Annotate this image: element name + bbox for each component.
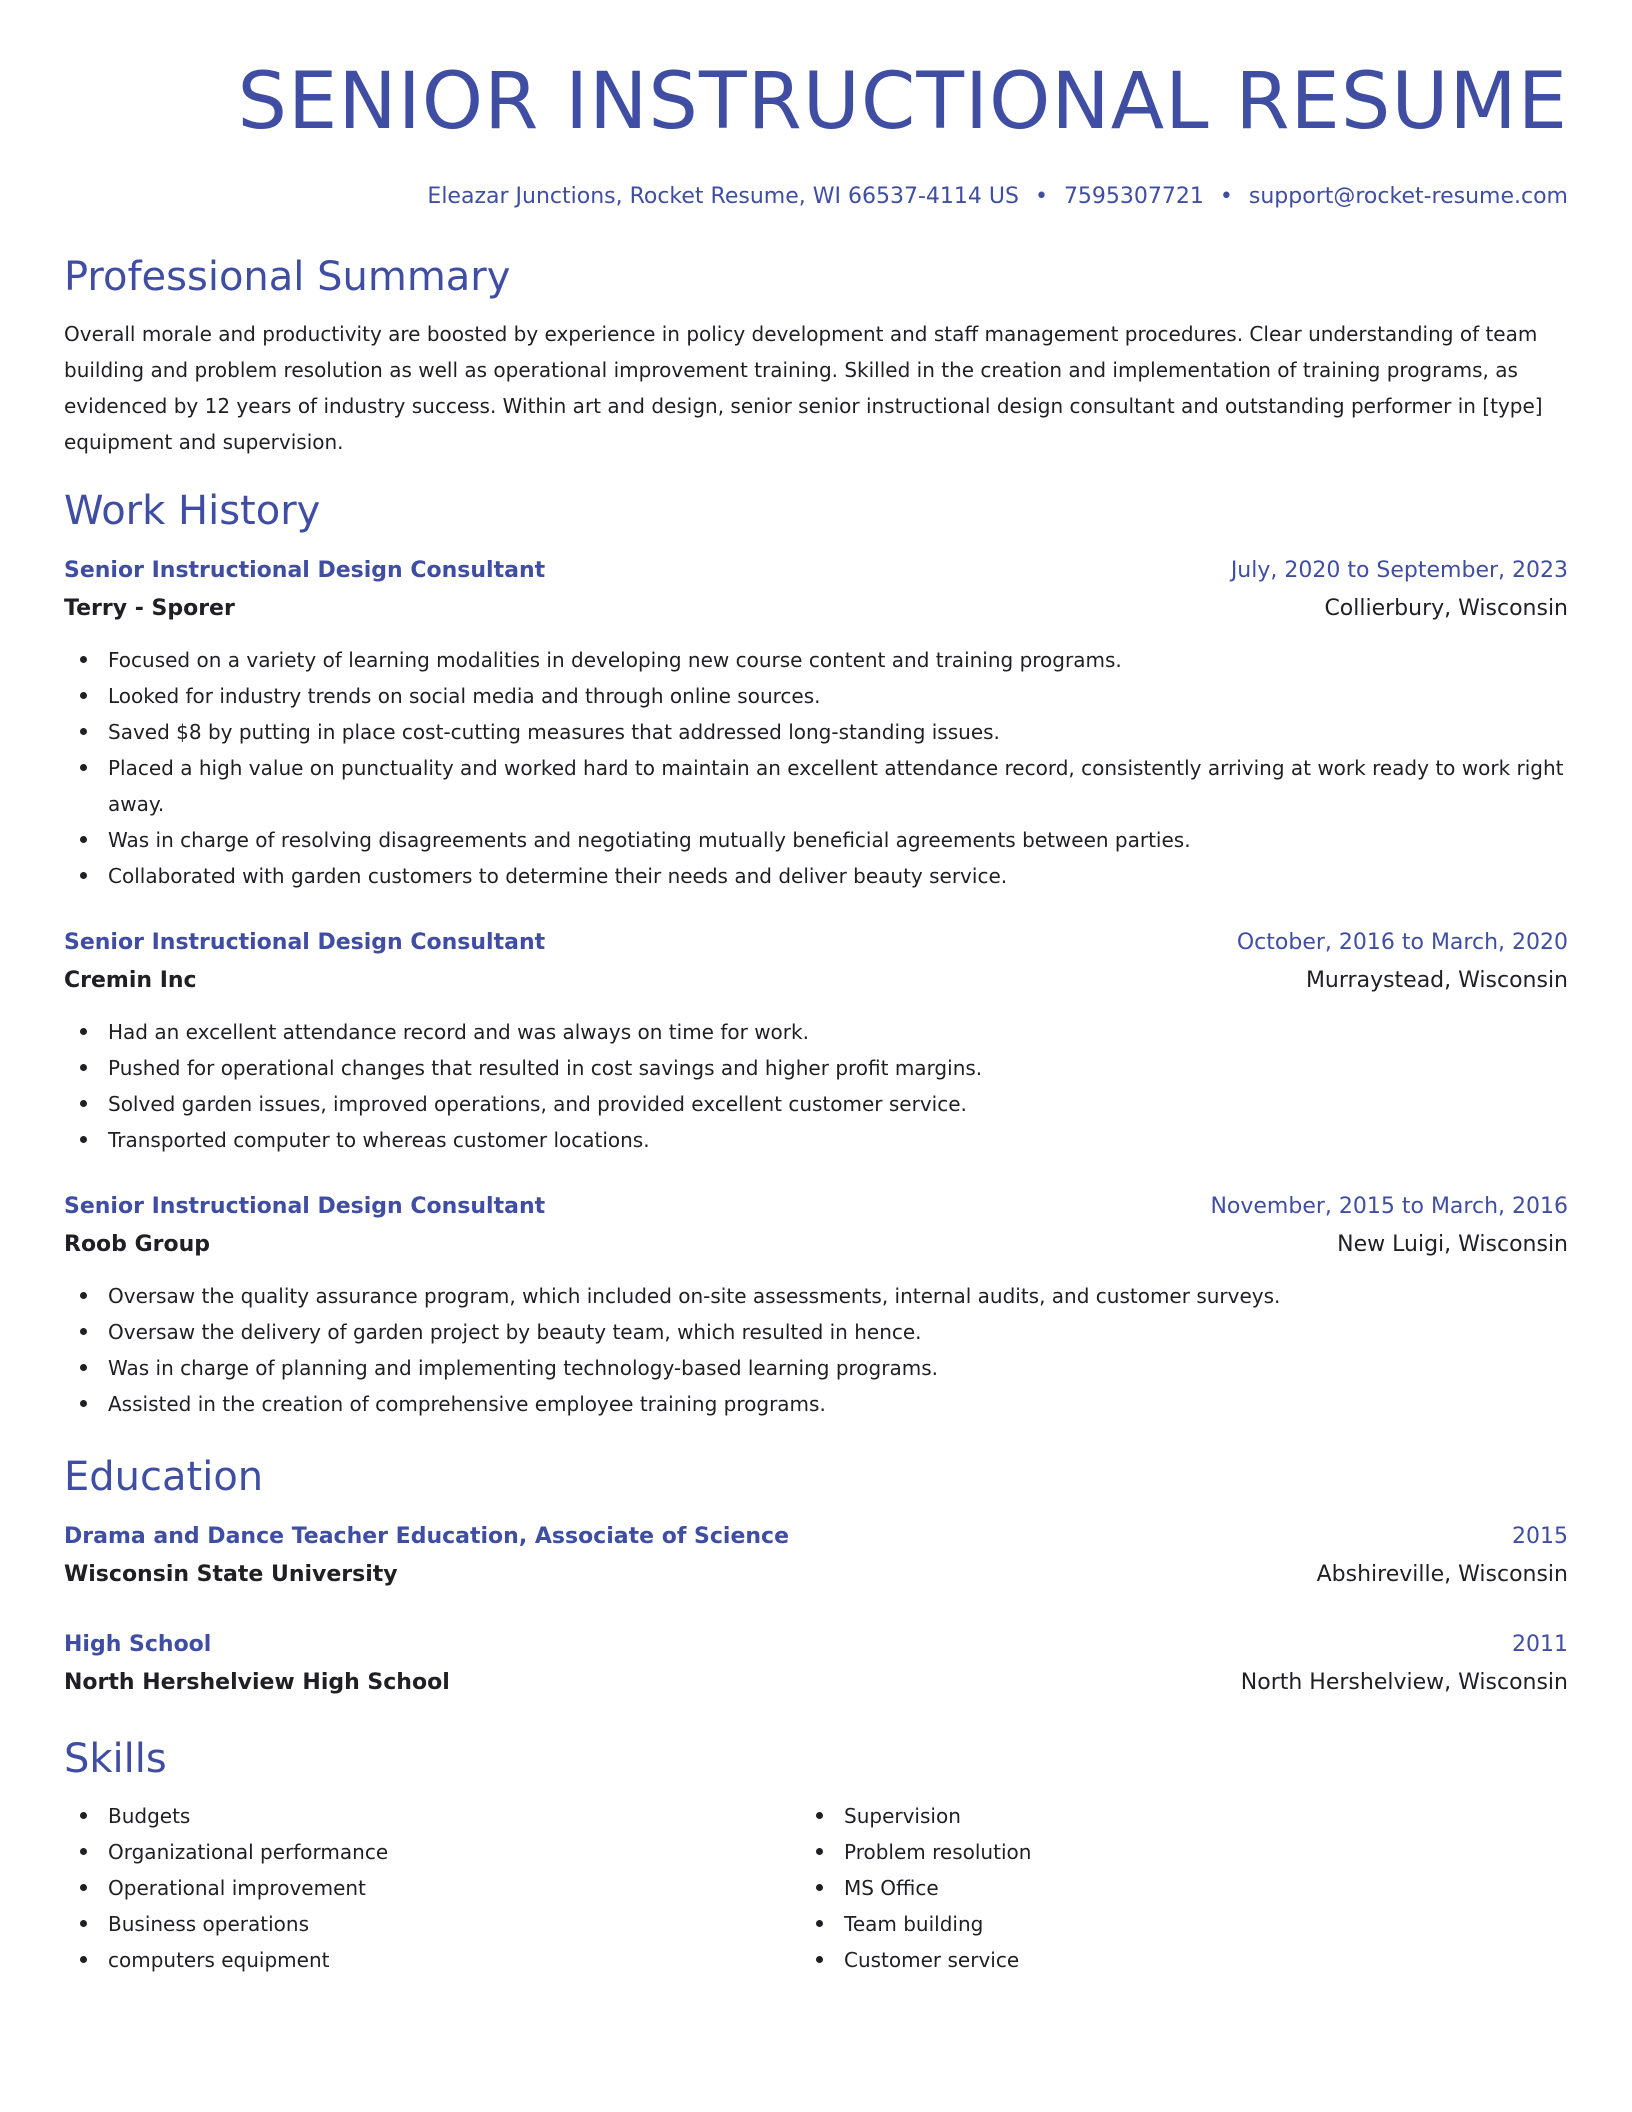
skill-item: Organizational performance <box>64 1834 800 1870</box>
document-title: SENIOR INSTRUCTIONAL RESUME <box>237 57 1568 147</box>
skill-item: Operational improvement <box>64 1870 800 1906</box>
job-bullets <box>64 1014 1568 1158</box>
education-entry <box>64 1518 1568 1594</box>
skills-grid <box>64 1798 1568 1978</box>
job-dates: July, 2020 to September, 2023 <box>1230 558 1568 583</box>
skill-item: MS Office <box>800 1870 1536 1906</box>
work-history-section <box>64 486 1568 1422</box>
contact-separator: • <box>1219 184 1233 209</box>
contact-line <box>64 182 1568 212</box>
job-title: Senior Instructional Design Consultant <box>64 930 546 955</box>
skill-item: Problem resolution <box>800 1834 1536 1870</box>
skill-item: Budgets <box>64 1798 800 1834</box>
job-bullet: Saved $8 by putting in place cost-cutting measures that addressed long-standing issues. <box>64 714 1568 750</box>
skills-heading: Skills <box>64 1736 167 1782</box>
job-dates: November, 2015 to March, 2016 <box>1210 1194 1568 1219</box>
job-bullet: Was in charge of planning and implementing technology-based learning programs. <box>64 1350 1568 1386</box>
resume-header <box>64 52 1568 212</box>
job-bullet: Was in charge of resolving disagreements and negotiating mutually beneficial agreements between parties. <box>64 822 1568 858</box>
education-location: North Hershelview, Wisconsin <box>1240 1670 1568 1695</box>
job-entry <box>64 552 1568 894</box>
job-company: Roob Group <box>64 1232 211 1257</box>
job-bullet: Transported computer to whereas customer locations. <box>64 1122 1568 1158</box>
job-bullet: Pushed for operational changes that resulted in cost savings and higher profit margins. <box>64 1050 1568 1086</box>
education-entry <box>64 1626 1568 1702</box>
contact-phone: 7595307721 <box>1063 184 1204 209</box>
education-degree: High School <box>64 1632 212 1657</box>
job-bullets <box>64 1278 1568 1422</box>
job-location: Murraystead, Wisconsin <box>1305 968 1568 993</box>
job-title: Senior Instructional Design Consultant <box>64 558 546 583</box>
job-entry <box>64 1188 1568 1422</box>
skill-item: Customer service <box>800 1942 1536 1978</box>
job-bullet: Oversaw the delivery of garden project by beauty team, which resulted in hence. <box>64 1314 1568 1350</box>
job-bullet: Assisted in the creation of comprehensive employee training programs. <box>64 1386 1568 1422</box>
job-dates: October, 2016 to March, 2020 <box>1236 930 1568 955</box>
skill-item: Business operations <box>64 1906 800 1942</box>
summary-section <box>64 252 1568 460</box>
skills-column-right <box>800 1798 1536 1978</box>
education-school: North Hershelview High School <box>64 1670 450 1695</box>
education-school: Wisconsin State University <box>64 1562 398 1587</box>
job-company: Terry - Sporer <box>64 596 235 621</box>
job-bullets <box>64 642 1568 894</box>
work-history-heading: Work History <box>64 488 321 534</box>
summary-heading: Professional Summary <box>64 254 511 300</box>
education-year: 2015 <box>1512 1524 1568 1549</box>
job-entry <box>64 924 1568 1158</box>
education-section <box>64 1452 1568 1702</box>
job-bullet: Collaborated with garden customers to determine their needs and deliver beauty service. <box>64 858 1568 894</box>
job-bullet: Placed a high value on punctuality and worked hard to maintain an excellent attendance record, consistently arriving at work ready to work right away. <box>64 750 1568 822</box>
skill-item: Team building <box>800 1906 1536 1942</box>
job-bullet: Had an excellent attendance record and was always on time for work. <box>64 1014 1568 1050</box>
skills-column-left <box>64 1798 800 1978</box>
skill-item: Supervision <box>800 1798 1536 1834</box>
contact-address: Eleazar Junctions, Rocket Resume, WI 66537-4114 US <box>427 184 1019 209</box>
education-degree: Drama and Dance Teacher Education, Associate of Science <box>64 1524 790 1549</box>
job-bullet: Focused on a variety of learning modalities in developing new course content and training programs. <box>64 642 1568 678</box>
skill-item: computers equipment <box>64 1942 800 1978</box>
job-bullet: Oversaw the quality assurance program, which included on-site assessments, internal audits, and customer surveys. <box>64 1278 1568 1314</box>
job-title: Senior Instructional Design Consultant <box>64 1194 546 1219</box>
job-bullet: Looked for industry trends on social media and through online sources. <box>64 678 1568 714</box>
education-location: Abshireville, Wisconsin <box>1316 1562 1568 1587</box>
job-company: Cremin Inc <box>64 968 197 993</box>
education-heading: Education <box>64 1454 264 1500</box>
job-bullet: Solved garden issues, improved operations, and provided excellent customer service. <box>64 1086 1568 1122</box>
job-location: New Luigi, Wisconsin <box>1337 1232 1568 1257</box>
education-year: 2011 <box>1512 1632 1568 1657</box>
summary-text: Overall morale and productivity are boosted by experience in policy development and staff management procedures. Clear understanding of team building and problem resolution as well as operational improvement training. Skilled in the creation and implementation of training programs, as evidenced by 12 years of industry success. Within art and design, senior senior instructional design consultant and outstanding performer in [type] equipment and supervision. <box>64 322 1543 454</box>
skills-section <box>64 1734 1568 1978</box>
contact-email: support@rocket-resume.com <box>1248 184 1568 209</box>
job-location: Collierbury, Wisconsin <box>1324 596 1568 621</box>
contact-separator: • <box>1034 184 1048 209</box>
